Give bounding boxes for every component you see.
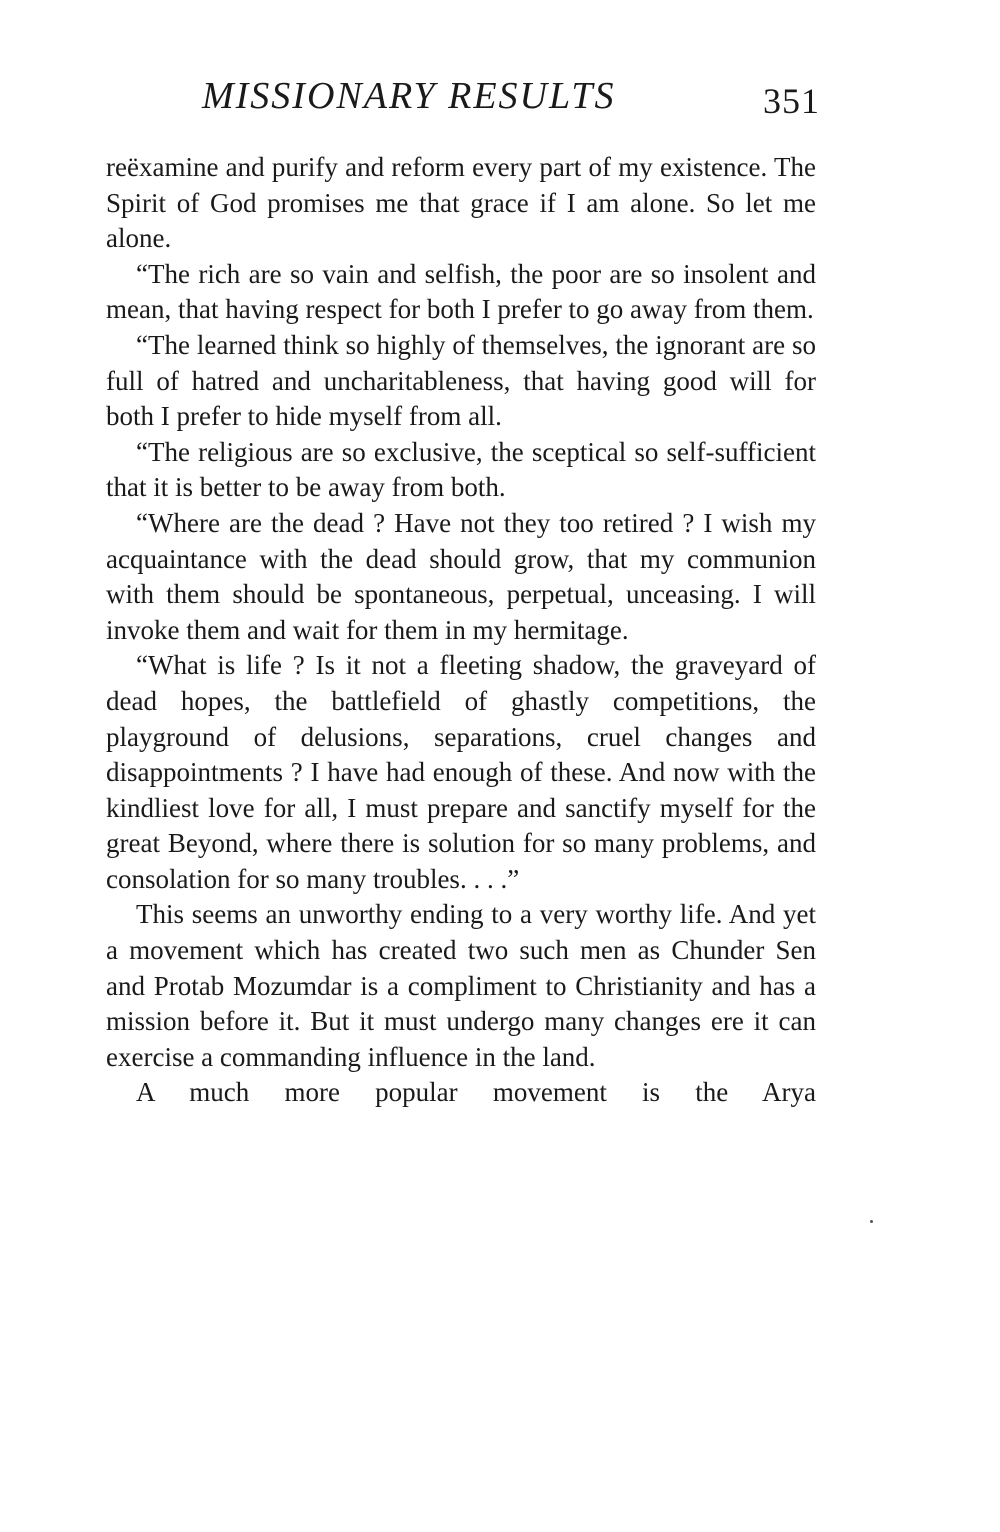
paragraph-learned-and-ignorant: “The learned think so highly of themselves, the ignorant are so full of hatred and uncharitableness, that having good will for both I prefer to hide myself from all. [106, 329, 816, 432]
page-header [106, 66, 820, 126]
paragraph-continuation: reëxamine and purify and reform every part of my existence. The Spirit of God promises me that grace if I am alone. So let me alone. [106, 152, 816, 254]
running-title: MISSIONARY RESULTS [202, 75, 616, 117]
page-number: 351 [763, 81, 820, 121]
paragraph-what-is-life: “What is life ? Is it not a fleeting shadow, the graveyard of dead hopes, the battlefield of ghastly competitions, the playground of delusions, separations, cruel changes and disappointments ? I have had enough of these. And now with the kindliest love for all, I must prepare and sanctify myself for the great Beyond, where there is solution for so many problems, and consolation for so many troubles. . . .” [106, 650, 816, 894]
paragraph-religious-and-sceptical: “The religious are so exclusive, the sceptical so self-sufficient that it is better to be away from both. [106, 436, 816, 503]
paragraph-unworthy-ending: This seems an unworthy ending to a very worthy life. And yet a movement which has created two such men as Chunder Sen and Protab Mozumdar is a compliment to Christianity and has a mission before it. But it must undergo many changes ere it can exercise a commanding influence in the land. [106, 899, 816, 1072]
paragraph-where-are-the-dead: “Where are the dead ? Have not they too retired ? I wish my acquaintance with the dead should grow, that my communion with them should be spontaneous, perpetual, unceasing. I will invoke them and wait for them in my hermitage. [106, 507, 816, 645]
paragraph-rich-and-poor: “The rich are so vain and selfish, the poor are so insolent and mean, that having respect for both I prefer to go away from them. [106, 258, 816, 325]
paragraph-arya-movement: A much more popular movement is the Arya [136, 1077, 816, 1108]
scan-speck [870, 1220, 873, 1223]
body-text [106, 150, 816, 1111]
